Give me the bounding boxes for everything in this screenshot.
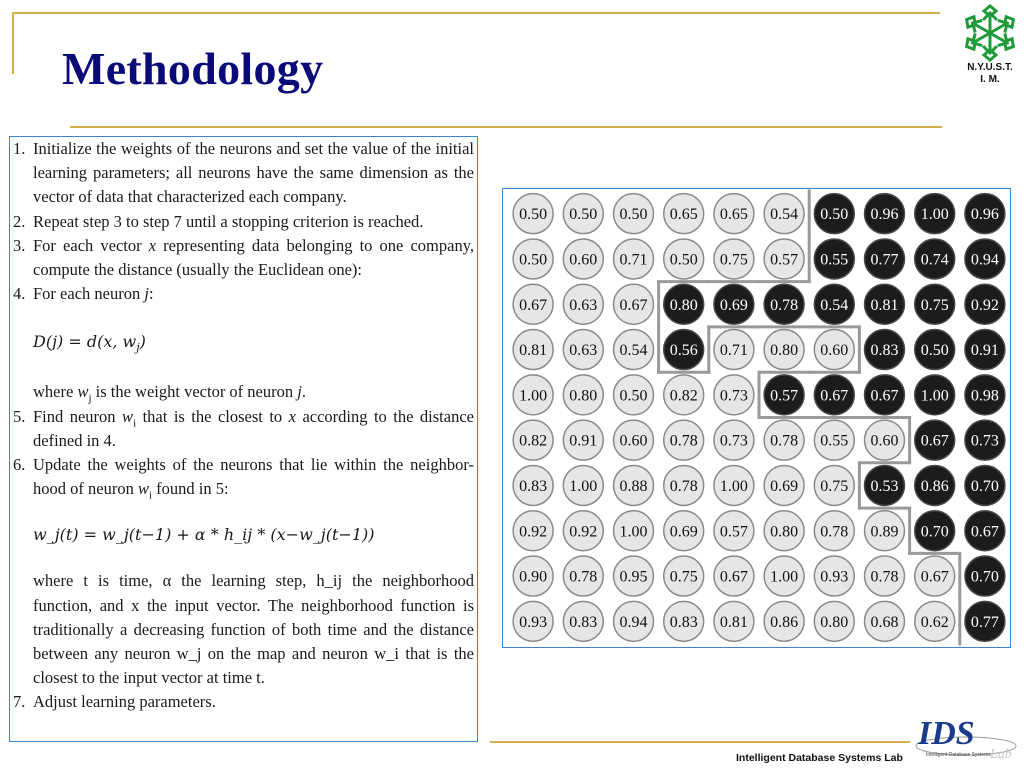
neuron-cell: [614, 284, 654, 324]
left-rule: [12, 12, 14, 74]
neuron-value: 0.80: [820, 613, 849, 631]
neuron-cell: [965, 375, 1005, 415]
neuron-cell: [865, 239, 905, 279]
neuron-cell: [513, 601, 553, 641]
neuron-value: 0.54: [770, 206, 799, 224]
neuron-value: 0.63: [569, 296, 598, 314]
where-line: [33, 380, 474, 404]
neuron-value: 0.86: [770, 613, 799, 631]
neuron-value: 0.60: [619, 432, 648, 450]
neuron-value: 0.67: [619, 296, 648, 314]
step-text: [33, 453, 474, 690]
neuron-cell: [664, 420, 704, 460]
ids-logo-icon: [908, 706, 1020, 766]
neuron-cell: [764, 556, 804, 596]
neuron-cell: [513, 420, 553, 460]
university-logo: [955, 4, 1024, 94]
update-formula: w_j(t) = w_j(t−1) + α * h_ij * (x−w_j(t−1)): [33, 525, 375, 545]
neuron-value: 0.96: [970, 206, 999, 224]
neuron-value: 0.67: [519, 296, 548, 314]
neuron-cell: [915, 330, 955, 370]
neuron-cell: [814, 601, 854, 641]
neuron-cell: [814, 330, 854, 370]
formula-end: ): [139, 332, 146, 352]
step-text-part: :: [148, 284, 154, 304]
neuron-value: 0.50: [519, 206, 548, 224]
neuron-value: 0.89: [870, 523, 899, 541]
neuron-cell: [563, 556, 603, 596]
formula-sub: j: [136, 341, 140, 355]
step-text-part: For each neuron: [33, 284, 145, 304]
neuron-cell: [764, 601, 804, 641]
neuron-value: 0.60: [820, 342, 849, 360]
neuron-cell: [764, 465, 804, 505]
neuron-value: 0.57: [719, 523, 748, 541]
neuron-value: 1.00: [519, 387, 548, 405]
neuron-value: 0.81: [719, 613, 748, 631]
neuron-value: 0.83: [870, 342, 899, 360]
neuron-cell: [965, 420, 1005, 460]
neuron-value: 0.68: [870, 613, 899, 631]
neuron-cell: [865, 420, 905, 460]
neuron-value: 0.78: [820, 523, 849, 541]
neuron-value: 0.82: [669, 387, 698, 405]
neuron-value: 0.98: [970, 387, 999, 405]
neuron-value: 0.78: [569, 568, 598, 586]
neuron-value: 0.91: [970, 342, 999, 360]
neuron-value: 0.57: [770, 387, 799, 405]
neuron-cell: [764, 284, 804, 324]
neuron-cell: [714, 465, 754, 505]
neuron-value: 0.92: [519, 523, 548, 541]
neuron-cell: [614, 194, 654, 234]
ids-logo-script: Lab: [990, 747, 1012, 762]
neuron-cell: [865, 511, 905, 551]
neuron-cell: [814, 420, 854, 460]
neuron-value: 0.50: [920, 342, 949, 360]
neuron-cell: [865, 194, 905, 234]
neuron-cell: [714, 239, 754, 279]
neuron-cell: [714, 194, 754, 234]
step-text: [33, 282, 474, 404]
neuron-cell: [714, 375, 754, 415]
step-text: Adjust learning parameters.: [33, 692, 216, 712]
neuron-value: 0.81: [870, 296, 899, 314]
step-text-part: according to the distance defined in 4.: [33, 406, 474, 450]
neuron-cell: [764, 194, 804, 234]
neuron-value: 0.73: [719, 432, 748, 450]
where-text: .: [301, 382, 306, 402]
neuron-value: 0.80: [770, 523, 799, 541]
neuron-value: 0.65: [669, 206, 698, 224]
neuron-cell: [513, 556, 553, 596]
neuron-cell: [814, 511, 854, 551]
neuron-cell: [915, 194, 955, 234]
title-rule: [70, 126, 942, 128]
step-text: [33, 234, 474, 282]
neuron-value: 0.53: [870, 477, 899, 495]
neuron-cell: [563, 194, 603, 234]
update-explanation: where t is time, α the learning step, h_ij the neighborhood function, and x the input vector. The neighborhood function is traditionally a decreasing function of both time and the distance between any neuron w_j on the map and neuron w_i that is the closest to the input vector at time t.: [33, 571, 474, 688]
neuron-value: 0.95: [619, 568, 648, 586]
logo-abbr-line1: N.Y.U.S.T.: [967, 62, 1013, 73]
step-7: [13, 690, 474, 714]
neuron-cell: [814, 375, 854, 415]
neuron-cell: [563, 284, 603, 324]
neuron-cell: [664, 375, 704, 415]
var-x: x: [288, 406, 296, 426]
step-1: [13, 137, 474, 210]
neuron-cell: [965, 194, 1005, 234]
neuron-value: 1.00: [920, 387, 949, 405]
neuron-cell: [714, 330, 754, 370]
formula-main: D(j) = d(x, w: [33, 332, 137, 352]
neuron-map-panel: [502, 188, 1011, 648]
neuron-cell: [714, 420, 754, 460]
neuron-value: 0.50: [619, 206, 648, 224]
neuron-value: 0.78: [669, 432, 698, 450]
neuron-cell: [714, 511, 754, 551]
neuron-cell: [814, 239, 854, 279]
neuron-cell: [513, 284, 553, 324]
neuron-cell: [563, 330, 603, 370]
neuron-value: 0.67: [920, 568, 949, 586]
neuron-cell: [664, 465, 704, 505]
neuron-cell: [764, 511, 804, 551]
neuron-value: 0.70: [920, 523, 949, 541]
neuron-cell: [563, 511, 603, 551]
neuron-cell: [614, 239, 654, 279]
neuron-cell: [513, 375, 553, 415]
neuron-cell: [915, 511, 955, 551]
step-6: [13, 453, 474, 690]
neuron-cell: [614, 556, 654, 596]
distance-formula: [33, 330, 474, 354]
neuron-cell: [614, 375, 654, 415]
var-sub: i: [133, 416, 137, 429]
neuron-cell: [513, 239, 553, 279]
neuron-cell: [614, 420, 654, 460]
neuron-value: 0.86: [920, 477, 949, 495]
neuron-cell: [965, 330, 1005, 370]
step-number: 3.: [13, 235, 26, 255]
neuron-value: 0.70: [970, 477, 999, 495]
neuron-value: 0.70: [970, 568, 999, 586]
neuron-value: 0.67: [719, 568, 748, 586]
neuron-value: 0.77: [870, 251, 899, 269]
neuron-cell: [764, 420, 804, 460]
neuron-value: 0.50: [519, 251, 548, 269]
neuron-cell: [563, 375, 603, 415]
step-text-part: representing data belonging to one company, compute the distance (usually the Euclidean one):: [33, 235, 474, 280]
neuron-value: 0.75: [820, 477, 849, 495]
neuron-cell: [714, 556, 754, 596]
neuron-value: 0.75: [920, 296, 949, 314]
neuron-value: 0.55: [820, 251, 849, 269]
neuron-value: 1.00: [619, 523, 648, 541]
neuron-cell: [764, 330, 804, 370]
neuron-value: 0.67: [870, 387, 899, 405]
step-4: [13, 282, 474, 404]
neuron-value: 0.88: [619, 477, 648, 495]
neuron-cell: [915, 601, 955, 641]
neuron-cell: [865, 284, 905, 324]
neuron-cell: [714, 284, 754, 324]
neuron-value: 0.93: [820, 568, 849, 586]
neuron-cell: [865, 601, 905, 641]
neuron-value: 0.67: [920, 432, 949, 450]
step-number: 2.: [13, 211, 26, 231]
neuron-value: 0.67: [970, 523, 999, 541]
step-3: [13, 234, 474, 282]
neuron-cell: [664, 330, 704, 370]
neuron-cell: [965, 284, 1005, 324]
var-j: j: [144, 284, 149, 304]
neuron-value: 0.78: [770, 432, 799, 450]
neuron-cell: [614, 511, 654, 551]
neuron-value: 1.00: [920, 206, 949, 224]
neuron-value: 0.71: [719, 342, 748, 360]
neuron-cell: [764, 375, 804, 415]
step-text-part: For each vector: [33, 235, 149, 255]
step-text: [33, 405, 474, 453]
step-text: Initialize the weights of the neurons and set the value of the initial learning parameters; all neurons have the same dimension as the vector of data that characterized each company.: [33, 139, 474, 207]
neuron-value: 0.94: [970, 251, 999, 269]
neuron-value: 0.54: [619, 342, 648, 360]
top-rule: [12, 12, 940, 14]
neuron-cell: [664, 601, 704, 641]
neuron-value: 0.50: [820, 206, 849, 224]
step-number: 4.: [13, 284, 26, 304]
neuron-cell: [513, 511, 553, 551]
neuron-value: 0.56: [669, 342, 698, 360]
page-title: Methodology: [62, 43, 324, 94]
snowflake-logo-icon: [960, 4, 1020, 62]
neuron-value: 0.82: [519, 432, 548, 450]
neuron-cell: [513, 465, 553, 505]
neuron-value: 0.69: [669, 523, 698, 541]
neuron-value: 0.90: [519, 568, 548, 586]
ids-logo-text: IDS: [918, 715, 975, 752]
where-text: is the weight vector of neuron: [91, 382, 298, 402]
neuron-value: 0.80: [569, 387, 598, 405]
neuron-value: 0.73: [970, 432, 999, 450]
neuron-value: 0.96: [870, 206, 899, 224]
neuron-cell: [915, 465, 955, 505]
step-text-part: that is the closest to: [136, 406, 289, 426]
neuron-cell: [965, 511, 1005, 551]
neuron-cell: [865, 330, 905, 370]
step-number: 5.: [13, 406, 26, 426]
neuron-value: 0.71: [619, 251, 648, 269]
step-text-part: Find neuron: [33, 406, 123, 426]
step-5: [13, 405, 474, 453]
neuron-value: 0.92: [970, 296, 999, 314]
neuron-value: 0.60: [870, 432, 899, 450]
step-number: 6.: [13, 455, 26, 475]
neuron-value: 0.60: [569, 251, 598, 269]
neuron-value: 1.00: [770, 568, 799, 586]
neuron-value: 0.83: [519, 477, 548, 495]
neuron-cell: [664, 284, 704, 324]
step-text-part: Update the weights of the neurons that lie within the neighbor-hood of neuron: [33, 455, 474, 499]
neuron-cell: [965, 601, 1005, 641]
neuron-value: 0.55: [820, 432, 849, 450]
neuron-value: 0.83: [669, 613, 698, 631]
neuron-cell: [614, 601, 654, 641]
step-number: 1.: [13, 139, 26, 158]
neuron-cell: [915, 420, 955, 460]
neuron-value: 1.00: [569, 477, 598, 495]
where-text: where: [33, 382, 78, 402]
var-j: j: [297, 382, 302, 402]
neuron-value: 0.83: [569, 613, 598, 631]
neuron-value: 0.77: [970, 613, 999, 631]
neuron-value: 0.63: [569, 342, 598, 360]
neuron-value: 0.74: [920, 251, 949, 269]
neuron-cell: [814, 465, 854, 505]
neuron-cell: [664, 194, 704, 234]
neuron-value: 0.57: [770, 251, 799, 269]
neuron-value: 0.62: [920, 613, 949, 631]
neuron-value: 0.50: [669, 251, 698, 269]
neuron-value: 0.94: [619, 613, 648, 631]
neuron-cell: [513, 330, 553, 370]
neuron-cell: [814, 556, 854, 596]
neuron-cell: [563, 601, 603, 641]
neuron-value: 0.54: [820, 296, 849, 314]
neuron-cell: [965, 239, 1005, 279]
step-2: [13, 210, 474, 234]
var-w: w: [77, 382, 89, 402]
neuron-cell: [915, 556, 955, 596]
logo-abbr-line2: I. M.: [980, 74, 1000, 85]
neuron-value: 0.80: [770, 342, 799, 360]
step-number: 7.: [13, 692, 26, 712]
var-sub: j: [88, 392, 92, 405]
ids-lab-logo: [908, 706, 1020, 766]
neuron-cell: [563, 465, 603, 505]
neuron-value: 0.78: [770, 296, 799, 314]
neuron-value: 0.81: [519, 342, 548, 360]
neuron-value: 0.69: [719, 296, 748, 314]
neuron-value: 0.92: [569, 523, 598, 541]
neuron-cell: [865, 556, 905, 596]
neuron-value: 0.67: [820, 387, 849, 405]
neuron-value: 0.65: [719, 206, 748, 224]
neuron-cell: [915, 284, 955, 324]
neuron-value: 1.00: [719, 477, 748, 495]
ids-logo-subtext: Intelligent Database Systems: [926, 752, 991, 758]
bottom-rule: [490, 741, 910, 743]
neuron-cell: [664, 239, 704, 279]
neuron-cell: [664, 511, 704, 551]
neuron-cell: [965, 556, 1005, 596]
neuron-value: 0.78: [669, 477, 698, 495]
neuron-cell: [965, 465, 1005, 505]
neuron-cell: [764, 239, 804, 279]
neuron-value: 0.75: [719, 251, 748, 269]
neuron-value: 0.69: [770, 477, 799, 495]
var-w: w: [137, 479, 149, 499]
lab-caption: Intelligent Database Systems Lab: [736, 752, 903, 764]
neuron-cell: [563, 239, 603, 279]
step-text: Repeat step 3 to step 7 until a stopping criterion is reached.: [33, 211, 424, 231]
steps-panel: [9, 136, 478, 742]
neuron-value: 0.50: [569, 206, 598, 224]
neuron-cell: [614, 465, 654, 505]
neuron-cell: [664, 556, 704, 596]
neuron-cell: [714, 601, 754, 641]
neuron-value: 0.75: [669, 568, 698, 586]
neuron-value: 0.78: [870, 568, 899, 586]
var-sub: i: [148, 489, 153, 502]
neuron-cell: [614, 330, 654, 370]
step-text-part: found in 5:: [152, 479, 229, 499]
neuron-cell: [915, 239, 955, 279]
neuron-map: [503, 189, 1010, 647]
var-x: x: [148, 235, 157, 255]
neuron-value: 0.50: [619, 387, 648, 405]
neuron-value: 0.73: [719, 387, 748, 405]
neuron-cell: [563, 420, 603, 460]
neuron-value: 0.80: [669, 296, 698, 314]
neuron-cell: [865, 465, 905, 505]
neuron-cell: [865, 375, 905, 415]
neuron-value: 0.91: [569, 432, 598, 450]
neuron-cell: [915, 375, 955, 415]
neuron-cell: [814, 284, 854, 324]
neuron-cell: [513, 194, 553, 234]
var-w: w: [122, 406, 134, 426]
neuron-value: 0.93: [519, 613, 548, 631]
neuron-cell: [814, 194, 854, 234]
